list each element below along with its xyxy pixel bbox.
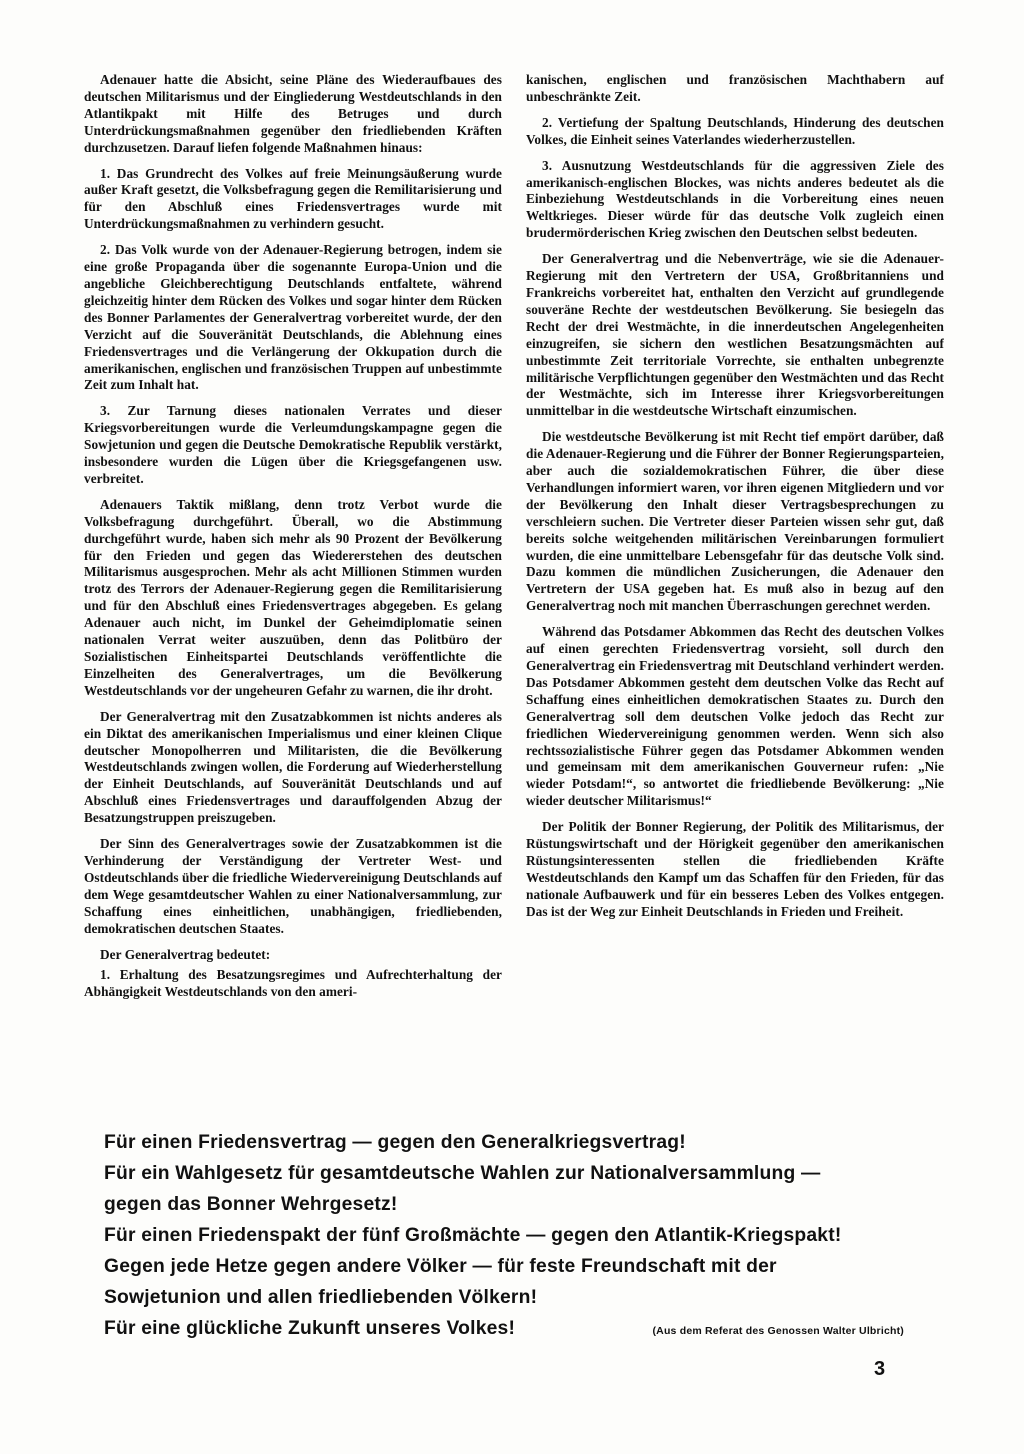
slogan-block [104, 1128, 904, 1348]
paragraph: Der Sinn des Generalvertrages sowie der Zusatzabkommen ist die Verhinderung der Verständigung der Vertreter West- und Ostdeutschlands über die friedliche Wiedervereinigung Deutschlands auf dem Wege gesamtdeutscher Wahlen zu einer Nationalversammlung, zur Schaffung eines einheitlichen, unabhängigen, friedliebenden, demokratischen deutschen Staates. [84, 836, 502, 936]
slogan-line: Für ein Wahlgesetz für gesamtdeutsche Wahlen zur Nationalversammlung — [104, 1163, 821, 1184]
paragraph: 2. Vertiefung der Spaltung Deutschlands, Hinderung des deutschen Volkes, die Einheit seines Vaterlandes wiederherzustellen. [526, 114, 944, 147]
paragraph: Der Generalvertrag und die Nebenverträge, wie sie die Adenauer-Regierung mit den Vertretern der USA, Großbritanniens und Frankreichs vorbereitet hat, enthalten den Verzicht auf grundlegende souveräne Rechte der westdeutschen Bevölkerung. Sie besiegeln das Recht der drei Westmächte, in die innerdeutschen Angelegenheiten einzugreifen, sie sichern den westlichen Besatzungsmächten auf unbestimmte Zeit territoriale Vorrechte, sie enthalten unbegrenzte militärische Verpflichtungen gegenüber den Westmächten und das Recht der Westmächte, sich im Interesse ihrer Kriegsvorbereitungen unmittelbar in die westdeutsche Wirtschaft einzumischen. [526, 251, 944, 419]
slogan-line: Sowjetunion und allen friedliebenden Völkern! [104, 1287, 538, 1308]
slogan-line: Für einen Friedenspakt der fünf Großmächte — gegen den Atlantik-Kriegspakt! [104, 1225, 842, 1246]
left-column [84, 72, 502, 1102]
paragraph: 3. Zur Tarnung dieses nationalen Verrates und dieser Kriegsvorbereitungen wurde die Verleumdungskampagne gegen die Sowjetunion und gegen die Deutsche Demokratische Republik verstärkt, insbesondere wurden die Lügen über die Kriegsgefangenen usw. verbreitet. [84, 403, 502, 486]
paragraph: Der Generalvertrag mit den Zusatzabkommen ist nichts anderes als ein Diktat des amerikanischen Imperialismus und einer kleinen Clique deutscher Monopolherren und Militaristen, die die Bevölkerung Westdeutschlands zwingen wollen, die Forderung auf Wiederherstellung der Einheit Deutschlands, auf Souveränität Deutschlands und auf Abschluß eines Friedensvertrages und darauffolgenden Abzug der Besatzungstruppen preiszugeben. [84, 708, 502, 826]
paragraph: Während das Potsdamer Abkommen das Recht des deutschen Volkes auf einen gerechten Friedensvertrag vorsieht, soll durch den Generalvertrag ein Friedensvertrag mit Deutschland verhindert werden. Das Potsdamer Abkommen gesteht dem deutschen Volke das Recht auf Schaffung eines einheitlichen demokratischen Staates zu. Durch den Generalvertrag soll dem deutschen Volke jedoch das Recht zur friedlichen Wiedervereinigung genommen werden. Wenn sich also rechtssozialistische Führer gegen das Potsdamer Abkommen wenden und gemeinsam mit dem amerikanischen Gouverneur rufen: „Nie wieder Potsdam!“, so antwortet die friedliebende Bevölkerung: „Nie wieder deutscher Militarismus!“ [526, 624, 944, 809]
paragraph: Adenauer hatte die Absicht, seine Pläne des Wiederaufbaues des deutschen Militarismus und der Eingliederung Westdeutschlands in den Atlantikpakt mit Hilfe des Betruges und durch Unterdrückungsmaßnahmen gegenüber den friedliebenden Kräften durchzusetzen. Darauf liefen folgende Maßnahmen hinaus: [84, 72, 502, 155]
slogan-line: gegen das Bonner Wehrgesetz! [104, 1194, 398, 1215]
paragraph: kanischen, englischen und französischen Machthabern auf unbeschränkte Zeit. [526, 72, 944, 104]
slogan-line: Gegen jede Hetze gegen andere Völker — für feste Freundschaft mit der [104, 1256, 777, 1277]
paragraph: 1. Erhaltung des Besatzungsregimes und Aufrechterhaltung der Abhängigkeit Westdeutschlands von den ameri- [84, 967, 502, 1000]
paragraph: Der Politik der Bonner Regierung, der Politik des Militarismus, der Rüstungswirtschaft und der Hörigkeit gegenüber den amerikanischen Rüstungsinteressenten stellen die friedliebenden Kräfte Westdeutschlands den Kampf um das Schaffen für den Frieden, für das nationale Aufbauwerk und für ein besseres Leben des Volkes entgegen. Das ist der Weg zur Einheit Deutschlands in Frieden und Freiheit. [526, 819, 944, 919]
paragraph: Die westdeutsche Bevölkerung ist mit Recht tief empört darüber, daß die Adenauer-Regierung und die Führer der Bonner Regierungsparteien, aber auch die sozialdemokratischen Führer, die über diese Verhandlungen informiert waren, vor ihren eigenen Mitgliedern und vor der Bevölkerung den Inhalt dieser Vertragsbesprechungen zu verschleiern suchen. Die Vertreter dieser Parteien wissen sehr gut, daß bereits solche weitgehenden militärischen Vereinbarungen formuliert wurden, die eine unmittelbare Lebensgefahr für das deutsche Volk sind. Dazu kommen die mündlichen Zusicherungen, die Adenauer den Vertretern der USA gegeben hat. Es muß also in bezug auf den Generalvertrag noch mit manchen Überraschungen gerechnet werden. [526, 429, 944, 614]
attribution: (Aus dem Referat des Genossen Walter Ulbricht) [652, 1325, 904, 1337]
page-number: 3 [874, 1358, 886, 1380]
paragraph: Adenauers Taktik mißlang, denn trotz Verbot wurde die Volksbefragung durchgeführt. Überall, wo die Abstimmung durchgeführt wurde, haben sich mehr als 90 Prozent der Bevölkerung für den Frieden und gegen das Wiedererstehen des deutschen Militarismus ausgesprochen. Mehr als acht Millionen Stimmen wurden trotz des Terrors der Adenauer-Regierung gegen die Remilitarisierung und für den Abschluß eines Friedensvertrages abgegeben. Es gelang Adenauer auch nicht, im Dunkel der Geheimdiplomatie seinen nationalen Verrat weiter auszuüben, denn das Politbüro der Sozialistischen Einheitspartei Deutschlands veröffentlichte die Einzelheiten des Generalvertrages, um die Bevölkerung Westdeutschlands vor der ungeheuren Gefahr zu warnen, die ihr droht. [84, 496, 502, 698]
article-columns [84, 72, 944, 1102]
slogan-line: Für eine glückliche Zukunft unseres Volkes! [104, 1318, 516, 1339]
paragraph: 3. Ausnutzung Westdeutschlands für die aggressiven Ziele des amerikanisch-englischen Blockes, was nichts anderes bedeutet als die Einbeziehung Westdeutschlands in die Vorbereitung eines neuen Weltkrieges. Dieser würde für das deutsche Volk zugleich einen brudermörderischen Krieg zwischen den Deutschen selbst bedeuten. [526, 157, 944, 241]
paragraph: 2. Das Volk wurde von der Adenauer-Regierung betrogen, indem sie eine große Propaganda über die sogenannte Europa-Union und die angebliche Gleichberechtigung Deutschlands entfaltete, während gleichzeitig hinter dem Rücken des Volkes und sogar hinter dem Rücken des Bonner Parlamentes der Generalvertrag vorbereitet wurde, der den Verzicht auf die Souveränität Deutschlands, die Ablehnung eines Friedensvertrages und die Verlängerung der Okkupation durch die amerikanischen, englischen und französischen Truppen auf unbestimmte Zeit zum Inhalt hat. [84, 242, 502, 393]
slogan-line-with-attribution [104, 1314, 904, 1346]
slogan-line: Für einen Friedensvertrag — gegen den Generalkriegsvertrag! [104, 1132, 686, 1153]
paragraph: 1. Das Grundrecht des Volkes auf freie Meinungsäußerung wurde außer Kraft gesetzt, die Volksbefragung gegen die Remilitarisierung und für den Abschluß eines Friedensvertrages wurde mit Unterdrückungsmaßnahmen zu verhindern gesucht. [84, 165, 502, 232]
paragraph: Der Generalvertrag bedeutet: [100, 946, 271, 962]
right-column [526, 72, 944, 1102]
